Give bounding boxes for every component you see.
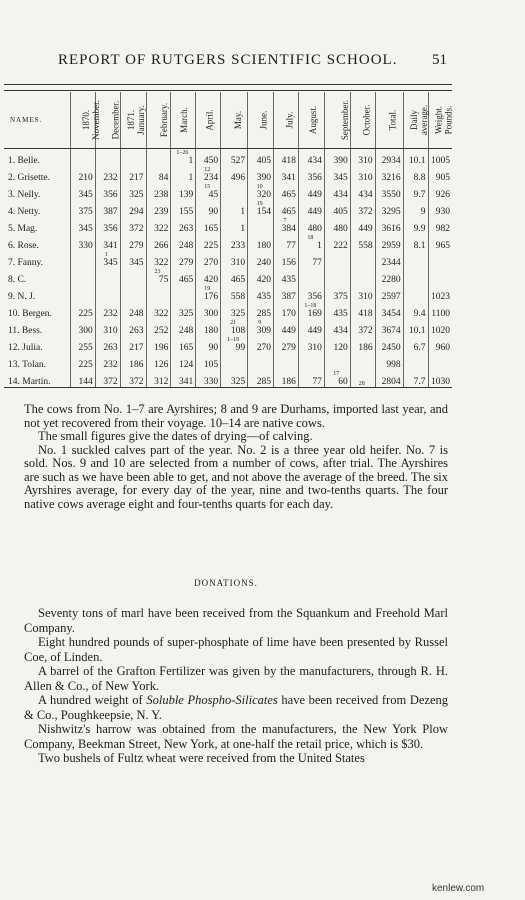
table-row	[4, 200, 452, 217]
table-cell: 3616	[375, 217, 403, 234]
table-cell: 356	[298, 285, 324, 302]
table-body	[4, 149, 452, 388]
table-cell: 465	[221, 268, 248, 285]
donation-harrow: Nishwitz's harrow was obtained from the manufacturers, the New York Plow Company, Beekman Street, New York, at one-half the retail price, which is $30.	[24, 722, 448, 751]
table-row	[4, 149, 452, 167]
table-cell: 77	[274, 234, 299, 251]
table-cell: 356	[95, 183, 120, 200]
table-cell: 23 75	[146, 268, 171, 285]
table-cell: 310	[350, 285, 375, 302]
table-cell: 325	[221, 370, 248, 388]
cow-name: 1. Belle.	[8, 156, 40, 166]
cow-name: 4. Netty.	[8, 207, 41, 217]
table-cell: 1	[221, 200, 248, 217]
column-header: March.	[171, 92, 196, 149]
table-cell: 558	[350, 234, 375, 251]
table-cell: 1–19 99	[221, 336, 248, 353]
table-cell: 449	[298, 200, 324, 217]
table-cell: 420	[196, 268, 221, 285]
table-cell: 270	[248, 336, 274, 353]
table-cell: 6.7	[403, 336, 428, 353]
table-cell: 2959	[375, 234, 403, 251]
column-header: Total.	[375, 92, 403, 149]
table-cell	[350, 251, 375, 268]
donation-marl: Seventy tons of marl have been received from the Squankum and Freehold Marl Company.	[24, 606, 448, 635]
table-notes	[24, 403, 448, 511]
table-cell: 341	[274, 166, 299, 183]
table-cell: 210	[70, 166, 95, 183]
table-cell: 2450	[375, 336, 403, 353]
table-cell: 387	[95, 200, 120, 217]
table-cell: 345	[70, 217, 95, 234]
note-breeds: The cows from No. 1–7 are Ayrshires; 8 and 9 are Durhams, imported last year, and not yet recovered from their voyage. 10–14 are native cows.	[24, 402, 448, 430]
table-cell: 263	[120, 319, 146, 336]
table-cell: 225	[70, 353, 95, 370]
table-cell: 325	[120, 183, 146, 200]
table-cell: 285	[248, 370, 274, 388]
table-cell: 418	[274, 149, 299, 167]
table-cell: 180	[248, 234, 274, 251]
column-header: Weight. Pounds.	[428, 92, 452, 149]
table-cell: 982	[428, 217, 452, 234]
table-cell: 341	[95, 234, 120, 251]
table-cell: 345	[70, 183, 95, 200]
table-row	[4, 302, 452, 319]
cow-name: 9. N. J.	[8, 292, 36, 302]
table-cell: 12 234	[196, 166, 221, 183]
table-cell: 217	[120, 166, 146, 183]
table-cell: 17 60	[324, 370, 350, 388]
table-cell	[428, 251, 452, 268]
table-cell: 527	[221, 149, 248, 167]
note-small-figures: The small figures give the dates of drying—of calving.	[38, 429, 313, 443]
table-cell: 330	[196, 370, 221, 388]
table-row	[4, 353, 452, 370]
table-cell: 266	[146, 234, 171, 251]
table-cell: 1	[171, 166, 196, 183]
table-cell: 279	[120, 234, 146, 251]
table-cell: 18 1	[298, 234, 324, 251]
table-cell: 9.7	[403, 183, 428, 200]
table-cell	[298, 353, 324, 370]
table-cell: 1	[221, 217, 248, 234]
table-cell: 3674	[375, 319, 403, 336]
table-cell: 310	[95, 319, 120, 336]
table-cell	[428, 353, 452, 370]
header-rule	[4, 84, 452, 85]
table-cell: 1100	[428, 302, 452, 319]
table-cell: 435	[324, 302, 350, 319]
table-cell: 998	[375, 353, 403, 370]
column-header: Daily average.	[403, 92, 428, 149]
watermark: kenlew.com	[432, 883, 485, 894]
table-cell	[403, 268, 428, 285]
table-cell: 375	[324, 285, 350, 302]
table-cell: 405	[248, 149, 274, 167]
donations-heading: DONATIONS.	[194, 578, 258, 588]
table-cell: 372	[120, 217, 146, 234]
table-cell: 372	[350, 319, 375, 336]
table-cell: 222	[324, 234, 350, 251]
table-cell: 449	[298, 319, 324, 336]
table-cell: 77	[298, 370, 324, 388]
table-cell: 1–18 169	[298, 302, 324, 319]
table-cell: 28	[350, 370, 375, 388]
table-cell: 1 345	[95, 251, 120, 268]
table-row	[4, 370, 452, 388]
table-cell	[146, 285, 171, 302]
table-cell	[120, 268, 146, 285]
table-header-row	[4, 92, 452, 149]
cow-name: 2. Grisette.	[8, 173, 50, 183]
table-cell: 905	[428, 166, 452, 183]
table-cell: 480	[298, 217, 324, 234]
table-cell: 225	[70, 302, 95, 319]
table-cell: 387	[274, 285, 299, 302]
table-cell: 105	[196, 353, 221, 370]
table-cell: 90	[196, 336, 221, 353]
table-cell: 450	[196, 149, 221, 167]
table-cell: 255	[70, 336, 95, 353]
table-top-rule	[4, 90, 452, 91]
table-cell: 77	[298, 251, 324, 268]
table-cell: 312	[146, 370, 171, 388]
table-cell: 196	[146, 336, 171, 353]
column-header: February.	[146, 92, 171, 149]
table-cell: 2280	[375, 268, 403, 285]
table-cell: 322	[146, 302, 171, 319]
table-cell: 120	[324, 336, 350, 353]
table-cell: 300	[70, 319, 95, 336]
table-cell	[120, 285, 146, 302]
cow-name: 14. Martin.	[4, 370, 70, 388]
table-cell: 310	[298, 336, 324, 353]
table-cell: 1030	[428, 370, 452, 388]
table-cell	[171, 285, 196, 302]
table-cell: 270	[196, 251, 221, 268]
table-cell: 356	[298, 166, 324, 183]
table-cell: 310	[221, 251, 248, 268]
table-cell: 10.1	[403, 319, 428, 336]
table-cell: 248	[120, 302, 146, 319]
table-cell	[120, 149, 146, 167]
cow-name: 5. Mag.	[8, 224, 38, 234]
table-cell	[146, 149, 171, 167]
table-cell	[248, 217, 274, 234]
table-cell	[95, 268, 120, 285]
table-cell	[324, 251, 350, 268]
table-cell: 21 108	[221, 319, 248, 336]
table-cell: 7 384	[274, 217, 299, 234]
table-cell: 449	[274, 319, 299, 336]
table-cell: 170	[274, 302, 299, 319]
table-cell: 9 309	[248, 319, 274, 336]
column-header: September.	[324, 92, 350, 149]
table-cell: 84	[146, 166, 171, 183]
table-cell: 3550	[375, 183, 403, 200]
table-cell: 372	[120, 370, 146, 388]
table-cell: 390	[324, 149, 350, 167]
table-cell: 232	[95, 302, 120, 319]
table-cell: 279	[171, 251, 196, 268]
table-cell: 345	[120, 251, 146, 268]
table-cell	[248, 353, 274, 370]
table-cell: 3216	[375, 166, 403, 183]
running-header: REPORT OF RUTGERS SCIENTIFIC SCHOOL.	[58, 52, 398, 68]
note-cows: No. 1 suckled calves part of the year. No. 2 is a three year old heifer. No. 7 is sold. Nos. 9 and 10 are selected from a number of cows, after trial. The Ayrshires are such as we have been able to get, and not above the average of the breed. The six Ayrshires average, for every day of the year, nine and two-tenths quarts. The four native cows average eight and four-tenths quarts for each day.	[24, 442, 448, 511]
cow-name: 13. Tolan.	[8, 360, 46, 370]
cow-name: 8. C.	[8, 275, 27, 285]
milk-yield-table	[4, 92, 452, 388]
table-cell: 325	[221, 302, 248, 319]
table-cell: 186	[120, 353, 146, 370]
table-cell: 165	[196, 217, 221, 234]
table-cell: 3454	[375, 302, 403, 319]
table-cell: 434	[298, 149, 324, 167]
table-row	[4, 268, 452, 285]
table-cell	[95, 285, 120, 302]
table-row	[4, 183, 452, 200]
table-cell	[403, 353, 428, 370]
table-cell: 310	[350, 166, 375, 183]
table-cell: 1020	[428, 319, 452, 336]
table-cell: 19 154	[248, 200, 274, 217]
column-header: October.	[350, 92, 375, 149]
table-cell: 1023	[428, 285, 452, 302]
table-cell: 10.1	[403, 149, 428, 167]
table-cell: 345	[324, 166, 350, 183]
column-header: April.	[196, 92, 221, 149]
table-cell: 3295	[375, 200, 403, 217]
table-row	[4, 217, 452, 234]
table-cell: 965	[428, 234, 452, 251]
table-cell: 434	[324, 319, 350, 336]
table-cell: 156	[274, 251, 299, 268]
table-cell: 960	[428, 336, 452, 353]
table-row	[4, 336, 452, 353]
table-cell: 232	[95, 353, 120, 370]
column-header: May.	[221, 92, 248, 149]
table-cell: 2344	[375, 251, 403, 268]
table-cell: 325	[171, 302, 196, 319]
table-cell: 8.8	[403, 166, 428, 183]
table-cell: 2934	[375, 149, 403, 167]
table-cell	[70, 149, 95, 167]
table-cell: 124	[171, 353, 196, 370]
table-cell: 449	[350, 217, 375, 234]
page-number: 51	[432, 52, 447, 68]
column-header: December.	[95, 92, 120, 149]
table-cell	[70, 251, 95, 268]
table-cell	[350, 268, 375, 285]
column-header: 1871. January.	[120, 92, 146, 149]
cow-name: 3. Nelly.	[8, 190, 41, 200]
cow-name: 12. Julia.	[8, 343, 43, 353]
table-cell: 558	[221, 285, 248, 302]
table-cell: 418	[350, 302, 375, 319]
table-cell: 238	[146, 183, 171, 200]
table-cell: 2597	[375, 285, 403, 302]
table-cell: 434	[350, 183, 375, 200]
table-cell: 465	[274, 200, 299, 217]
cow-name: 6. Rose.	[8, 241, 39, 251]
table-row	[4, 234, 452, 251]
table-cell: 90	[196, 200, 221, 217]
table-cell: 248	[171, 319, 196, 336]
column-header: 1870. November.	[70, 92, 95, 149]
table-cell	[403, 285, 428, 302]
table-row	[4, 251, 452, 268]
table-cell	[274, 353, 299, 370]
donations-text	[24, 606, 448, 766]
table-cell: 186	[274, 370, 299, 388]
table-cell: 435	[248, 285, 274, 302]
table-cell: 155	[171, 200, 196, 217]
donation-superphosphate: Eight hundred pounds of super-phosphate of lime have been presented by Russel Coe, of Linden.	[24, 635, 448, 664]
table-cell	[350, 353, 375, 370]
table-row	[4, 285, 452, 302]
table-cell: 180	[196, 319, 221, 336]
table-cell: 375	[70, 200, 95, 217]
table-cell: 926	[428, 183, 452, 200]
table-cell: 139	[171, 183, 196, 200]
column-header: July.	[274, 92, 299, 149]
table-cell: 449	[298, 183, 324, 200]
table-cell	[70, 285, 95, 302]
table-cell: 10 320	[248, 183, 274, 200]
table-cell	[324, 353, 350, 370]
table-cell: 356	[95, 217, 120, 234]
table-cell: 263	[171, 217, 196, 234]
table-cell: 310	[350, 149, 375, 167]
column-header: June.	[248, 92, 274, 149]
table-cell: 263	[95, 336, 120, 353]
table-cell: 322	[146, 251, 171, 268]
table-cell	[221, 183, 248, 200]
table-cell: 465	[171, 268, 196, 285]
table-cell: 465	[274, 183, 299, 200]
donation-fertilizer: A barrel of the Grafton Fertilizer was given by the manufacturers, through R. H. Allen & Co., of New York.	[24, 664, 448, 693]
donation-wheat: Two bushels of Fultz wheat were received from the United States	[38, 751, 365, 765]
table-cell: 2804	[375, 370, 403, 388]
table-cell	[403, 251, 428, 268]
column-header: August.	[298, 92, 324, 149]
table-cell: 239	[146, 200, 171, 217]
table-cell: 434	[324, 183, 350, 200]
table-cell: 232	[95, 166, 120, 183]
table-cell: 217	[120, 336, 146, 353]
table-cell: 1–26 1	[171, 149, 196, 167]
table-cell: 480	[324, 217, 350, 234]
table-cell	[324, 268, 350, 285]
table-cell: 496	[221, 166, 248, 183]
table-cell: 225	[196, 234, 221, 251]
table-cell: 322	[146, 217, 171, 234]
table-cell: 420	[248, 268, 274, 285]
table-cell	[221, 353, 248, 370]
table-row	[4, 319, 452, 336]
column-header: NAMES.	[4, 92, 70, 149]
table-cell	[428, 268, 452, 285]
table-cell: 435	[274, 268, 299, 285]
table-cell: 341	[171, 370, 196, 388]
table-cell: 233	[221, 234, 248, 251]
table-cell: 19 176	[196, 285, 221, 302]
table-cell	[95, 149, 120, 167]
table-cell: 330	[70, 234, 95, 251]
table-cell: 15 45	[196, 183, 221, 200]
table-cell: 372	[350, 200, 375, 217]
table-cell: 390	[248, 166, 274, 183]
table-cell: 248	[171, 234, 196, 251]
table-cell: 372	[95, 370, 120, 388]
table-cell: 9	[403, 200, 428, 217]
table-cell: 285	[248, 302, 274, 319]
cow-name: 10. Bergen.	[8, 309, 52, 319]
table-row	[4, 166, 452, 183]
table-cell: 252	[146, 319, 171, 336]
table-cell: 144	[70, 370, 95, 388]
table-cell: 186	[350, 336, 375, 353]
table-cell: 126	[146, 353, 171, 370]
table-cell: 9.4	[403, 302, 428, 319]
table-cell: 405	[324, 200, 350, 217]
table-cell: 7.7	[403, 370, 428, 388]
table-cell: 279	[274, 336, 299, 353]
table-cell	[298, 268, 324, 285]
table-cell: 294	[120, 200, 146, 217]
table-cell	[70, 268, 95, 285]
table-cell: 8.1	[403, 234, 428, 251]
cow-name: 7. Fanny.	[8, 258, 44, 268]
table-cell: 240	[248, 251, 274, 268]
table-cell: 9.9	[403, 217, 428, 234]
table-cell: 300	[196, 302, 221, 319]
cow-name: 11. Bess.	[8, 326, 43, 336]
table-cell: 1005	[428, 149, 452, 167]
donation-phospho-silicates: A hundred weight of Soluble Phospho-Silicates have been received from Dezeng & Co., Poughkeepsie, N. Y.	[24, 693, 449, 722]
table-cell: 165	[171, 336, 196, 353]
table-cell: 930	[428, 200, 452, 217]
